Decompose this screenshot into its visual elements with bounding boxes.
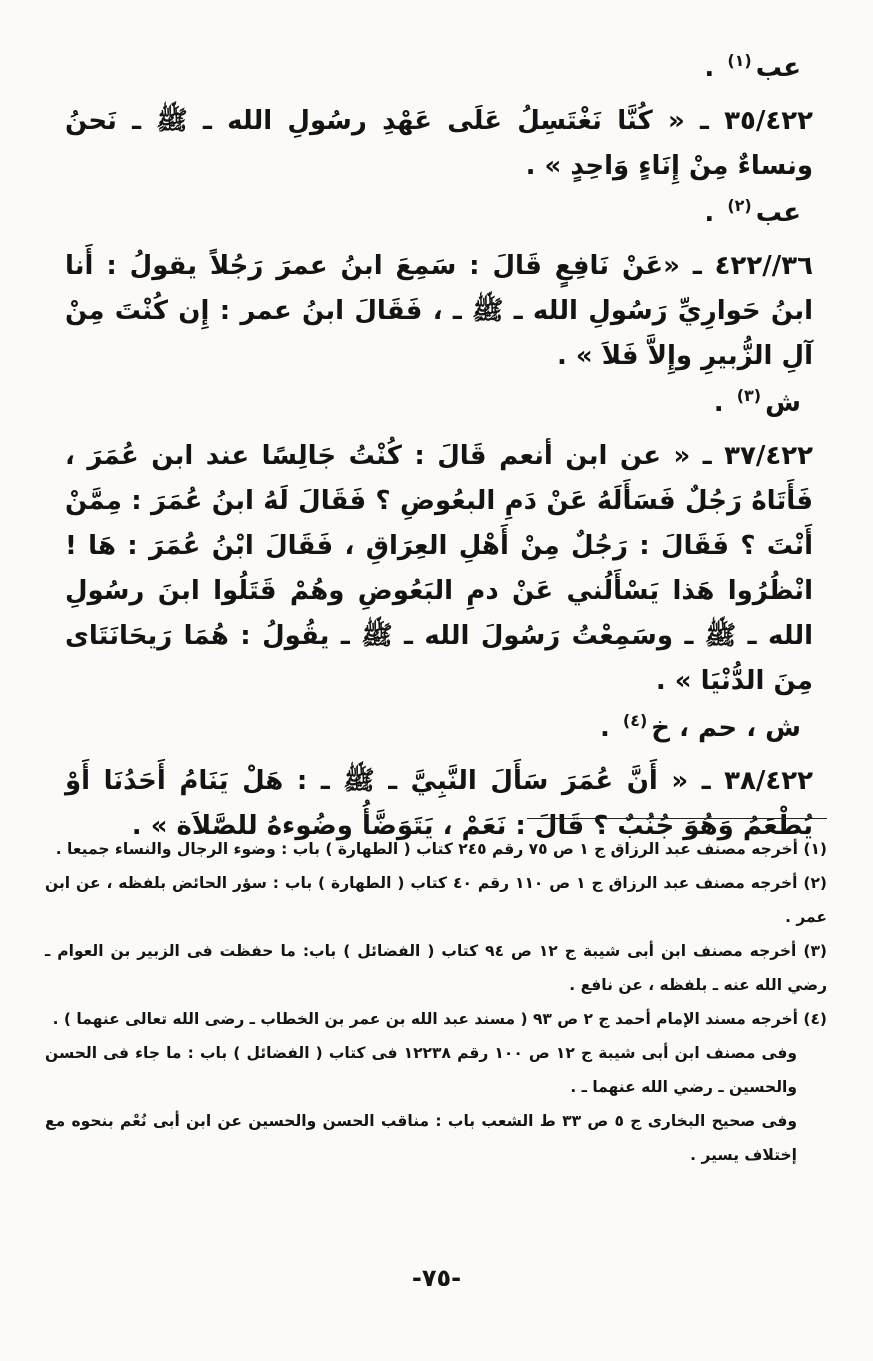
footnotes: [45, 832, 827, 1172]
source-line: عب$^{(١)}$ .: [704, 51, 801, 83]
source-code: ش ، حم ، خ: [651, 713, 801, 743]
source-code: عب: [755, 198, 801, 228]
footnote-4-continued: وفى صحيح البخارى ج ٥ ص ٣٣ ط الشعب باب : مناقب الحسن والحسين عن ابن أبى نُعْم بنحوه مع إختلاف يسير .: [45, 1112, 797, 1164]
hadith-38: ٣٨/٤٢٢ ـ « أَنَّ عُمَرَ سَأَلَ النَّبِيَّ ـ ﷺ ـ : هَلْ يَنَامُ أَحَدُنَا أَوْ يُطْعَمُ وَهُوَ جُنُبٌ ؟ قَالَ : نَعَمْ ، يَتَوَضَّأُ وضُوءهُ للصَّلاَة » .: [65, 766, 813, 841]
footnote-ref: (١): [727, 51, 752, 71]
page-number: -٧٥-: [411, 1264, 462, 1292]
footnote-ref: (٢): [727, 196, 752, 216]
footnote-4-continued: وفى مصنف ابن أبى شيبة ج ١٢ ص ١٠٠ رقم ١٢٢٣٨ فى كتاب ( الفضائل ) باب : ما جاء فى الحسن والحسين ـ رضي الله عنهما ـ .: [45, 1044, 797, 1096]
source-code: ش: [765, 388, 801, 418]
footnote-ref: (٤): [622, 711, 648, 731]
footnote-2: (٢) أخرجه مصنف عبد الرزاق ج ١ ص ١١٠ رقم ٤٠ كتاب ( الطهارة ) باب : سؤر الحائض بلفظه ، عن ابن عمر .: [45, 874, 827, 926]
hadith-37: ٣٧/٤٢٢ ـ « عن ابن أنعم قَالَ : كُنْتُ جَالِسًا عند ابن عُمَرَ ، فَأَتَاهُ رَجُلٌ فَسَأَلَهُ عَنْ دَمِ البعُوضِ ؟ فَقَالَ لَهُ ابنُ عُمَرَ : مِمَّنْ أَنْتَ ؟ فَقَالَ : رَجُلٌ مِنْ أَهْلِ العِرَاقِ ، فَقَالَ ابْنُ عُمَرَ : هَا ! انْظُرُوا هَذا يَسْأَلُني عَنْ دمِ البَعُوضِ وهُمْ قَتَلُوا ابنَ رسُولِ الله ـ ﷺ ـ وسَمِعْتُ رَسُولَ الله ـ ﷺ ـ يقُولُ : هُمَا رَيحَانَتَاى مِنَ الدُّنْيَا » .: [65, 441, 813, 696]
footnote-4: (٤) أخرجه مسند الإمام أحمد ج ٢ ص ٩٣ ( مسند عبد الله بن عمر بن الخطاب ـ رضى الله تعالى عنهما ) .: [52, 1010, 827, 1028]
source-line: عب$^{(٢)}$ .: [704, 196, 801, 228]
footnote-divider: [527, 818, 827, 819]
hadith-36: ٣٦//٤٢٢ ـ «عَنْ نَافِعٍ قَالَ : سَمِعَ ابنُ عمرَ رَجُلاً يقولُ : أَنا ابنُ حَوارِيِّ رَسُولِ الله ـ ﷺ ـ ، فَقَالَ ابنُ عمر : إِن كُنْتَ مِنْ آلِ الزُّبيرِ وإِلاَّ فَلاَ » .: [65, 251, 813, 371]
source-line: ش ، حم ، خ$^{(٤)}$ .: [599, 711, 801, 743]
footnote-ref: (٣): [736, 386, 762, 406]
hadith-35: ٣٥/٤٢٢ ـ « كُنَّا نَغْتَسِلُ عَلَى عَهْدِ رسُولِ الله ـ ﷺ ـ نَحنُ ونساءٌ مِنْ إِنَاءٍ وَاحِدٍ » .: [65, 106, 813, 181]
footnote-1: (١) أخرجه مصنف عبد الرزاق ج ١ ص ٧٥ رقم ٢٤٥ كتاب ( الطهارة ) باب : وضوء الرجال والنساء جميعا .: [55, 840, 827, 858]
footnote-3: (٣) أخرجه مصنف ابن أبى شيبة ج ١٢ ص ٩٤ كتاب ( الفضائل ) باب: ما حفظت فى الزبير بن العوام ـ رضي الله عنه ـ بلفظه ، عن نافع .: [45, 942, 827, 994]
source-code: عب: [755, 53, 801, 83]
source-line: ش$^{(٣)}$ .: [713, 386, 801, 418]
main-text: [65, 44, 813, 849]
